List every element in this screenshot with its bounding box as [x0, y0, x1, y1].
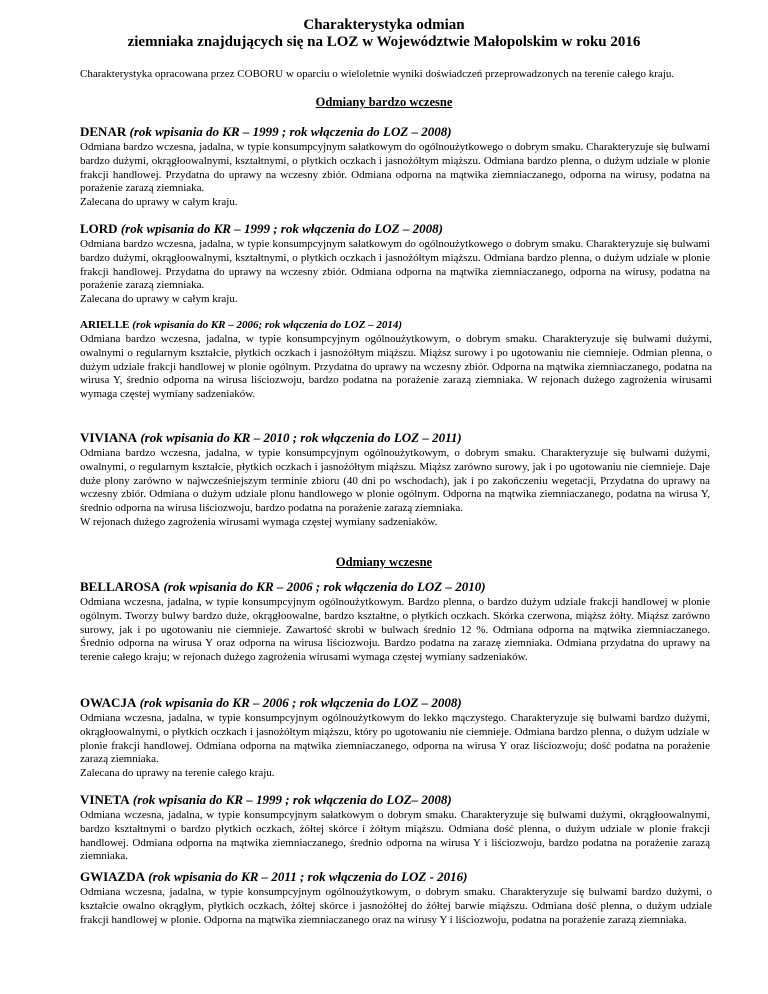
- description-paragraph: Zalecana do uprawy na terenie całego kraju.: [80, 767, 275, 780]
- variety-heading: [80, 318, 712, 332]
- variety-description: [80, 141, 710, 210]
- variety-heading: [80, 430, 710, 446]
- description-paragraph: Zalecana do uprawy w całym kraju.: [80, 196, 238, 209]
- variety-description: [80, 596, 710, 665]
- variety-heading: [80, 695, 710, 711]
- variety-description: [80, 712, 710, 781]
- variety-owacja: [80, 695, 710, 781]
- description-paragraph: Odmiana bardzo wczesna, jadalna, w typie konsumpcyjnym ogólnoużytkowym, o dobrym smaku. Charakteryzuje się bulwami dużymi, owalnymi o regularnym kształcie, płytkich oczkach i jasnożółtym miąższu. Miąższ surowy i po ugotowaniu nie ciemnieje. Odmian plenna, o dużym udziale frakcji handlowej w plonie ogólnym. Przydatna do uprawy na wczesny zbiór. Odporna na mątwika ziemniaczanego, podatna na wirusa Y, średnio odporna na wirusa liściozwoju, bardzo podatna na porażenie zarazą ziemniaka. W rejonach dużego zagrożenia wirusami wymaga częstej wymiany sadzeniaków.: [80, 333, 712, 401]
- description-paragraph: Odmiana wczesna, jadalna, w typie konsumpcyjnym ogólnoużytkowym, o dobrym smaku. Charakteryzuje się bulwami bardzo dużymi, o kształcie owalno okrągłym, płytkich oczkach, żółtej skórce i jasnożółtej do żółtej barwie miąższu. Odmiana dość plenna, o dużym udziale frakcji handlowej w plonie. Odporna na mątwika ziemniaczanego oraz na wirusy Y i liściozwoju, podatna na porażenie zarazą ziemniaka.: [80, 886, 712, 926]
- description-paragraph: Odmiana wczesna, jadalna, w typie konsumpcyjnym ogólnoużytkowym do lekko mączystego. Charakteryzuje się bulwami bardzo dużymi, okrągłoowalnymi, o płytkich oczkach i jasnożółtym miąższu, który po ugotowaniu nie ciemnieje. Odmiana bardzo plenna, o dużym udziale w plonie frakcji handlowej. Odmiana odporna na mątwika ziemniaczanego, odporna na wirusa Y oraz liściozwoju; dość podatna na porażenie zarazą ziemniaka.: [80, 712, 710, 766]
- section-heading-early: Odmiany wczesne: [335, 555, 433, 569]
- description-paragraph: Odmiana bardzo wczesna, jadalna, w typie konsumpcyjnym sałatkowym do ogólnoużytkowego o dobrym smaku. Charakteryzuje się bulwami bardzo dużymi, okrągłoowalnymi, kształtnymi, o płytkich oczkach i jasnożółtym miąższu. Odmiana bardzo plenna, o dużym udziale w plonie frakcji handlowej. Przydatna do uprawy na wczesny zbiór. Odmiana odporna na mątwika ziemniaczanego, odporna na wirusy, podatna na porażenie zarazą ziemniaka.: [80, 141, 710, 195]
- description-paragraph: Odmiana wczesna, jadalna, w typie konsumpcyjnym ogólnoużytkowym. Bardzo plenna, o bardzo dużym udziale frakcji handlowej w plonie ogólnym. Tworzy bulwy bardzo duże, okrągłoowalne, bardzo kształtne, o płytkich oczkach. Skórka czerwona, miąższ żółty. Miąższ zarówno surowy, jak i po ugotowaniu nie ciemnieje. Zawartość skrobi w bulwach średnio 12 %. Odmiana odporna na mątwika ziemniaczanego. Średnio odporna na wirusa Y oraz odporna na wirusa liściozwoju. Bardzo podatna na zarazę ziemniaka. Odmiana przydatna do uprawy na terenie całego kraju; w rejonach dużego zagrożenia wirusami wymaga częstej wymiany sadzeniaków.: [80, 596, 710, 664]
- variety-registration: (rok wpisania do KR – 1999 ; rok włączenia do LOZ – 2008): [129, 124, 452, 139]
- variety-gwiazda: [80, 869, 712, 927]
- variety-registration: (rok wpisania do KR – 1999 ; rok włączenia do LOZ – 2008): [120, 221, 443, 236]
- variety-description: [80, 333, 712, 402]
- variety-name: LORD: [80, 221, 118, 236]
- variety-description: [80, 886, 712, 927]
- variety-registration: (rok wpisania do KR – 2006 ; rok włączenia do LOZ – 2008): [139, 695, 462, 710]
- variety-heading: [80, 221, 710, 237]
- section-heading-very-early: Odmiany bardzo wczesne: [315, 95, 453, 109]
- title-line-2: ziemniaka znajdujących się na LOZ w Województwie Małopolskim w roku 2016: [127, 34, 641, 50]
- variety-registration: (rok wpisania do KR – 2006 ; rok włączenia do LOZ – 2010): [163, 579, 486, 594]
- variety-heading: [80, 869, 712, 885]
- variety-registration: (rok wpisania do KR – 2010 ; rok włączenia do LOZ – 2011): [140, 430, 462, 445]
- variety-heading: [80, 579, 710, 595]
- variety-name: VINETA: [80, 792, 130, 807]
- variety-name: ARIELLE: [80, 319, 130, 331]
- variety-registration: (rok wpisania do KR – 2006; rok włączenia do LOZ – 2014): [132, 319, 403, 331]
- variety-registration: (rok wpisania do KR – 2011 ; rok włączenia do LOZ - 2016): [148, 869, 468, 884]
- variety-description: [80, 447, 710, 530]
- variety-heading: [80, 792, 710, 808]
- description-paragraph: Zalecana do uprawy w całym kraju.: [80, 293, 238, 306]
- title-line-1: Charakterystyka odmian: [303, 17, 465, 33]
- variety-denar: [80, 124, 710, 210]
- variety-name: VIVIANA: [80, 430, 138, 445]
- description-paragraph: W rejonach dużego zagrożenia wirusami wymaga częstej wymiany sadzeniaków.: [80, 515, 438, 528]
- variety-name: OWACJA: [80, 695, 137, 710]
- description-paragraph: Odmiana bardzo wczesna, jadalna, w typie konsumpcyjnym sałatkowym do ogólnoużytkowego o dobrym smaku. Charakteryzuje się bulwami bardzo dużymi, okrągłoowalnymi, kształtnymi, o płytkich oczkach i jasnożółtym miąższu. Odmiana bardzo plenna, o dużym udziale w plonie frakcji handlowej. Przydatna do uprawy na wczesny zbiór. Odmiana odporna na mątwika ziemniaczanego, odporna na wirusy, podatna na porażenie zarazą ziemniaka.: [80, 238, 710, 292]
- document-title: [40, 17, 728, 51]
- variety-bellarosa: [80, 579, 710, 665]
- variety-lord: [80, 221, 710, 307]
- variety-name: DENAR: [80, 124, 127, 139]
- variety-description: [80, 238, 710, 307]
- description-paragraph: Odmiana bardzo wczesna, jadalna, w typie konsumpcyjnym ogólnoużytkowym, o dobrym smaku. Charakteryzuje się bulwami dużymi, owalnymi, o regularnym kształcie, płytkich oczkach i jasnożółtym miąższu. Miąższ zarówno surowy, jak i po ugotowaniu nie ciemnieje. Daje duże plony zarówno w najwcześniejszym terminie zbioru (40 dni po wschodach), jak i po zakończeniu wegetacji, Przydatna do uprawy na wczesny zbiór. Odmiana o dużym udziale plonu handlowego w plonie ogólnym. Odporna na mątwika ziemniaczanego, podatna na wirusa Y, średnio odporna na wirusa liściozwoju, bardzo podatna na porażenie zarazą ziemniaka.: [80, 447, 710, 515]
- variety-description: [80, 809, 710, 864]
- description-paragraph: Odmiana wczesna, jadalna, w typie konsumpcyjnym sałatkowym o dobrym smaku. Charakteryzuje się bulwami dużymi, okrągłoowalnymi, bardzo kształtnymi o bardzo płytkich oczkach, żółtej skórce i żółtym miąższu. Odmiana dość plenna, o dużym udziale w plonie frakcji handlowej. Odmiana odporna na mątwika ziemniaczanego, średnio odporna na wirusa Y i liściozwoju, bardzo podatna na porażenie zarazą ziemniaka.: [80, 809, 710, 863]
- variety-heading: [80, 124, 710, 140]
- variety-vineta: [80, 792, 710, 864]
- variety-name: BELLAROSA: [80, 579, 161, 594]
- variety-viviana: [80, 430, 710, 530]
- variety-arielle: [80, 318, 712, 402]
- variety-registration: (rok wpisania do KR – 1999 ; rok włączenia do LOZ– 2008): [132, 792, 452, 807]
- intro-text: Charakterystyka opracowana przez COBORU w oparciu o wieloletnie wyniki doświadczeń przeprowadzonych na terenie całego kraju.: [80, 68, 675, 80]
- variety-name: GWIAZDA: [80, 869, 146, 884]
